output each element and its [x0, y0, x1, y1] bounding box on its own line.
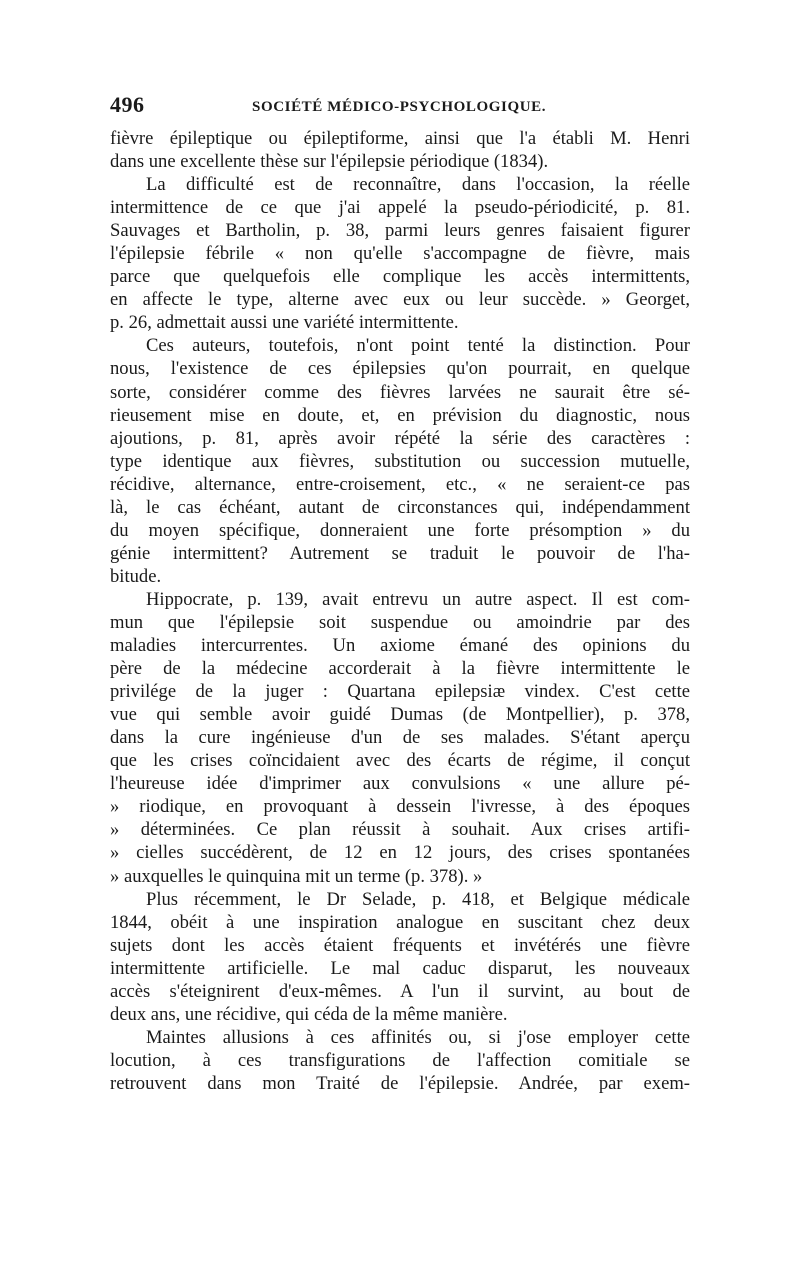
- running-title: SOCIÉTÉ MÉDICO-PSYCHOLOGIQUE.: [252, 99, 547, 115]
- text-line: » déterminées. Ce plan réussit à souhait. Aux crises artifi-: [110, 819, 690, 841]
- text-line: La difficulté est de reconnaître, dans l'occasion, la réelle: [146, 174, 690, 196]
- text-line: intermittente artificielle. Le mal caduc disparut, les nouveaux: [110, 957, 690, 979]
- text-line: p. 26, admettait aussi une variété intermittente.: [110, 312, 459, 334]
- text-line: l'heureuse idée d'imprimer aux convulsions « une allure pé-: [110, 773, 690, 795]
- text-line: fièvre épileptique ou épileptiforme, ainsi que l'a établi M. Henri: [110, 128, 690, 149]
- text-line: en affecte le type, alterne avec eux ou leur succède. » Georget,: [110, 289, 690, 311]
- text-line: père de la médecine accorderait à la fièvre intermittente le: [110, 658, 690, 680]
- text-line: récidive, alternance, entre-croisement, etc., « ne seraient-ce pas: [110, 473, 690, 495]
- text-line: Hippocrate, p. 139, avait entrevu un autre aspect. Il est com-: [146, 588, 690, 610]
- book-page: [110, 92, 690, 1095]
- text-line: deux ans, une récidive, qui céda de la même manière.: [110, 1003, 508, 1025]
- running-head: [110, 92, 690, 122]
- text-line: dans la cure ingénieuse d'un de ses malades. S'étant aperçu: [110, 727, 690, 749]
- text-line: accès s'éteignirent d'eux-mêmes. A l'un il survint, au bout de: [110, 980, 690, 1002]
- text-line: » auxquelles le quinquina mit un terme (p. 378). »: [110, 865, 483, 887]
- text-line: Maintes allusions à ces affinités ou, si j'ose employer cette: [146, 1026, 690, 1048]
- text-line: privilége de la juger : Quartana epilepsiæ vindex. C'est cette: [110, 681, 690, 703]
- text-line: intermittence de ce que j'ai appelé la pseudo-périodicité, p. 81.: [110, 197, 690, 219]
- text-line: retrouvent dans mon Traité de l'épilepsie. Andrée, par exem-: [110, 1072, 690, 1094]
- text-line: là, le cas échéant, autant de circonstances qui, indépendamment: [110, 496, 690, 518]
- text-line: du moyen spécifique, donneraient une forte présomption » du: [110, 519, 690, 541]
- text-line: l'épilepsie fébrile « non qu'elle s'accompagne de fièvre, mais: [110, 243, 690, 265]
- text-line: locution, à ces transfigurations de l'affection comitiale se: [110, 1049, 690, 1071]
- text-line: ajoutions, p. 81, après avoir répété la série des caractères :: [110, 427, 690, 449]
- text-line: vue qui semble avoir guidé Dumas (de Montpellier), p. 378,: [110, 704, 690, 726]
- text-line: dans une excellente thèse sur l'épilepsie périodique (1834).: [110, 151, 549, 173]
- text-line: que les crises coïncidaient avec des écarts de régime, il conçut: [110, 750, 690, 772]
- text-line: type identique aux fièvres, substitution ou succession mutuelle,: [110, 450, 690, 472]
- text-line: parce que quelquefois elle complique les accès intermittents,: [110, 266, 690, 288]
- text-line: génie intermittent? Autrement se traduit le pouvoir de l'ha-: [110, 542, 690, 564]
- text-line: rieusement mise en doute, et, en prévision du diagnostic, nous: [110, 404, 690, 426]
- text-line: » cielles succédèrent, de 12 en 12 jours, des crises spontanées: [110, 842, 690, 864]
- text-line: sujets dont les accès étaient fréquents et invétérés une fièvre: [110, 934, 690, 956]
- text-line: mun que l'épilepsie soit suspendue ou amoindrie par des: [110, 611, 690, 633]
- text-line: 1844, obéit à une inspiration analogue en suscitant chez deux: [110, 911, 690, 933]
- text-line: Sauvages et Bartholin, p. 38, parmi leurs genres faisaient figurer: [110, 220, 690, 242]
- text-line: » riodique, en provoquant à dessein l'ivresse, à des époques: [110, 796, 690, 818]
- text-line: sorte, considérer comme des fièvres larvées ne saurait être sé-: [110, 381, 690, 403]
- text-line: Plus récemment, le Dr Selade, p. 418, et Belgique médicale: [146, 888, 690, 910]
- text-line: maladies intercurrentes. Un axiome émané des opinions du: [110, 635, 690, 657]
- text-line: bitude.: [110, 565, 162, 587]
- body-text: [110, 127, 690, 1095]
- page-number: 496: [110, 92, 145, 117]
- text-line: nous, l'existence de ces épilepsies qu'on pourrait, en quelque: [110, 358, 690, 380]
- text-line: Ces auteurs, toutefois, n'ont point tenté la distinction. Pour: [146, 335, 690, 357]
